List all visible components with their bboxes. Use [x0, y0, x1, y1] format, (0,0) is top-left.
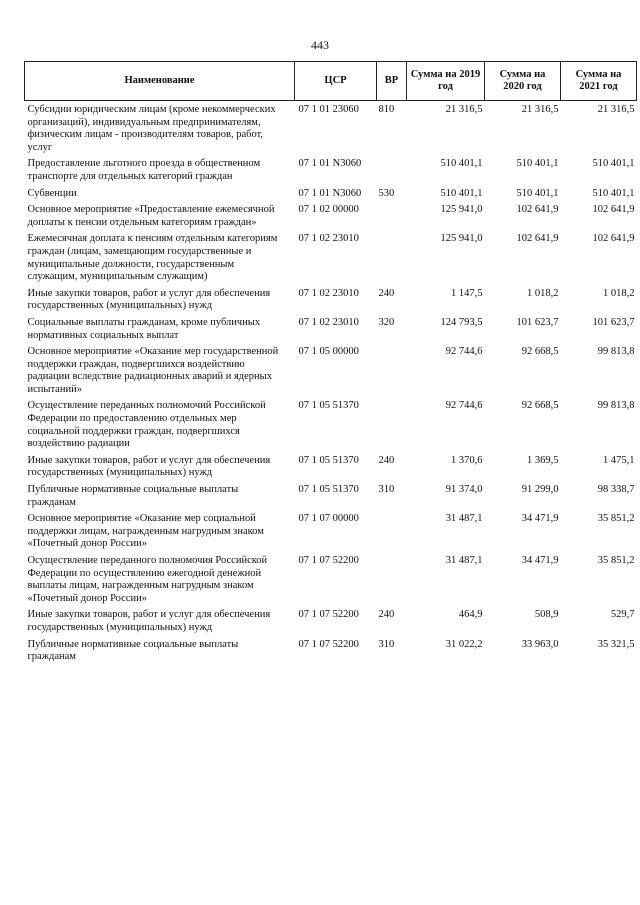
table-row [25, 158, 637, 187]
header-name: Наименование [25, 62, 295, 101]
row-sum-2020: 91 299,0 [521, 484, 559, 496]
row-sum-2021: 1 475,1 [603, 454, 635, 466]
row-csr: 07 1 02 23010 [298, 316, 359, 328]
row-sum-2020: 101 623,7 [516, 316, 559, 328]
row-vr: 240 [378, 287, 395, 299]
row-sum-2021: 102 641,9 [592, 233, 635, 245]
row-sum-2019: 125 941,0 [440, 233, 483, 245]
row-name: Субсидии юридическим лицам (кроме некоммерческих организаций), индивидуальным предпринимателям, физическим лицам - производителям товаров, работ, услуг [27, 104, 276, 153]
row-sum-2020: 34 471,9 [521, 513, 559, 525]
row-sum-2021: 98 338,7 [597, 484, 635, 496]
row-sum-2020: 102 641,9 [516, 233, 559, 245]
row-name: Осуществление переданных полномочий Российской Федерации по предоставлению отдельных мер социальной поддержки граждан, подвергшихся воздействию радиации [27, 400, 266, 450]
row-name: Ежемесячная доплата к пенсиям отдельным категориям граждан (лицам, замещающим государственные и муниципальные должности, государственным служащим, муниципальным служащим) [27, 233, 278, 283]
row-sum-2019: 21 316,5 [445, 104, 483, 115]
table-row [25, 346, 637, 400]
row-csr: 07 1 02 23010 [298, 233, 359, 245]
row-sum-2020: 92 668,5 [521, 400, 559, 412]
row-csr: 07 1 01 23060 [298, 104, 359, 115]
row-sum-2021: 529,7 [610, 609, 635, 621]
header-sum-2021: Сумма на 2021 год [561, 62, 637, 101]
row-name: Основное мероприятие «Оказание мер государственной поддержки граждан, подвергшихся воздействию радиации вследствие радиационных аварий и ядерных испытаний» [27, 346, 279, 395]
row-sum-2019: 1 370,6 [451, 454, 483, 466]
header-sum-2019: Сумма на 2019 год [407, 62, 485, 101]
row-sum-2020: 1 018,2 [527, 287, 559, 299]
row-sum-2021: 102 641,9 [592, 204, 635, 216]
table-row [25, 233, 637, 287]
table-row [25, 317, 637, 346]
row-name: Иные закупки товаров, работ и услуг для обеспечения государственных (муниципальных) нужд [27, 454, 271, 479]
row-sum-2021: 510 401,1 [592, 158, 635, 170]
row-csr: 07 1 07 52200 [298, 638, 359, 650]
row-sum-2021: 99 813,8 [597, 346, 635, 358]
table-row [25, 188, 637, 205]
row-sum-2020: 1 369,5 [527, 454, 559, 466]
row-name: Иные закупки товаров, работ и услуг для обеспечения государственных (муниципальных) нужд [27, 609, 271, 633]
row-sum-2019: 464,9 [458, 609, 483, 621]
row-csr: 07 1 02 23010 [298, 287, 359, 299]
row-sum-2019: 31 487,1 [445, 555, 483, 566]
row-sum-2019: 91 374,0 [445, 484, 483, 496]
row-sum-2021: 35 851,2 [597, 513, 635, 525]
row-name: Публичные нормативные социальные выплаты гражданам [27, 638, 239, 663]
table-body [25, 101, 637, 668]
table-row [25, 204, 637, 233]
table-row [25, 101, 637, 159]
table-row [25, 484, 637, 513]
row-sum-2021: 35 321,5 [597, 638, 635, 650]
row-sum-2020: 21 316,5 [521, 104, 559, 115]
row-sum-2019: 510 401,1 [440, 187, 483, 199]
row-name: Основное мероприятие «Оказание мер социальной поддержки лицам, награжденным нагрудным знаком «Почетный донор России» [27, 513, 264, 550]
header-csr: ЦСР [295, 62, 377, 101]
row-sum-2021: 510 401,1 [592, 187, 635, 199]
row-name: Предоставление льготного проезда в общественном транспорте для отдельных категорий граждан [27, 158, 261, 182]
row-csr: 07 1 01 N3060 [298, 158, 362, 170]
row-name: Субвенции [27, 187, 77, 199]
header-sum-2020: Сумма на 2020 год [485, 62, 561, 101]
row-sum-2020: 34 471,9 [521, 555, 559, 566]
row-name: Основное мероприятие «Предоставление ежемесячной доплаты к пенсии отдельным категориям граждан» [27, 204, 275, 228]
row-sum-2019: 125 941,0 [440, 204, 483, 216]
row-sum-2020: 508,9 [534, 609, 559, 621]
row-vr [377, 346, 407, 400]
row-csr: 07 1 01 N3060 [298, 187, 362, 199]
row-name: Социальные выплаты гражданам, кроме публичных нормативных социальных выплат [27, 316, 261, 341]
table-row [25, 288, 637, 317]
row-csr: 07 1 02 00000 [298, 204, 359, 216]
row-vr [377, 158, 407, 187]
table-row [25, 555, 637, 609]
row-csr: 07 1 07 00000 [298, 513, 359, 525]
row-sum-2019: 92 744,6 [445, 400, 483, 412]
row-sum-2019: 1 147,5 [451, 287, 483, 299]
row-vr: 310 [378, 638, 395, 650]
row-csr: 07 1 05 51370 [298, 454, 359, 466]
row-sum-2019: 124 793,5 [440, 316, 483, 328]
row-name: Осуществление переданного полномочия Российской Федерации по осуществлению ежегодной денежной выплаты лицам, награжденным нагрудным знаком «Почетный донор России» [27, 555, 268, 604]
row-csr: 07 1 05 00000 [298, 346, 359, 358]
row-vr: 240 [378, 454, 395, 466]
table-header [25, 62, 637, 101]
row-csr: 07 1 05 51370 [298, 484, 359, 496]
row-vr: 240 [378, 609, 395, 621]
budget-table [24, 61, 637, 668]
row-sum-2021: 99 813,8 [597, 400, 635, 412]
row-sum-2021: 1 018,2 [603, 287, 635, 299]
table-row [25, 455, 637, 484]
row-vr: 310 [378, 484, 395, 496]
row-sum-2019: 92 744,6 [445, 346, 483, 358]
row-sum-2020: 33 963,0 [521, 638, 559, 650]
row-vr [377, 513, 407, 555]
row-vr [377, 204, 407, 233]
page-number: 443 [311, 38, 329, 52]
table-row [25, 400, 637, 454]
row-name: Публичные нормативные социальные выплаты гражданам [27, 484, 239, 508]
row-vr [377, 400, 407, 454]
row-sum-2020: 510 401,1 [516, 158, 559, 170]
row-sum-2021: 35 851,2 [597, 555, 635, 566]
row-csr: 07 1 07 52200 [298, 609, 359, 621]
row-sum-2020: 510 401,1 [516, 187, 559, 199]
row-vr: 320 [378, 316, 395, 328]
row-sum-2021: 101 623,7 [592, 316, 635, 328]
budget-table-container [24, 61, 636, 668]
table-row [25, 513, 637, 555]
row-sum-2019: 31 487,1 [445, 513, 483, 525]
row-sum-2020: 92 668,5 [521, 346, 559, 358]
table-row [25, 609, 637, 638]
row-sum-2019: 510 401,1 [440, 158, 483, 170]
row-csr: 07 1 07 52200 [298, 555, 359, 566]
row-name: Иные закупки товаров, работ и услуг для обеспечения государственных (муниципальных) нужд [27, 287, 271, 312]
header-row [25, 62, 637, 101]
header-vr: ВР [377, 62, 407, 101]
row-vr [377, 233, 407, 287]
row-vr: 810 [378, 104, 395, 115]
row-sum-2020: 102 641,9 [516, 204, 559, 216]
row-sum-2019: 31 022,2 [445, 638, 483, 650]
row-vr [377, 555, 407, 609]
row-vr: 530 [378, 187, 395, 199]
table-row [25, 639, 637, 668]
row-sum-2021: 21 316,5 [597, 104, 635, 115]
row-csr: 07 1 05 51370 [298, 400, 359, 412]
